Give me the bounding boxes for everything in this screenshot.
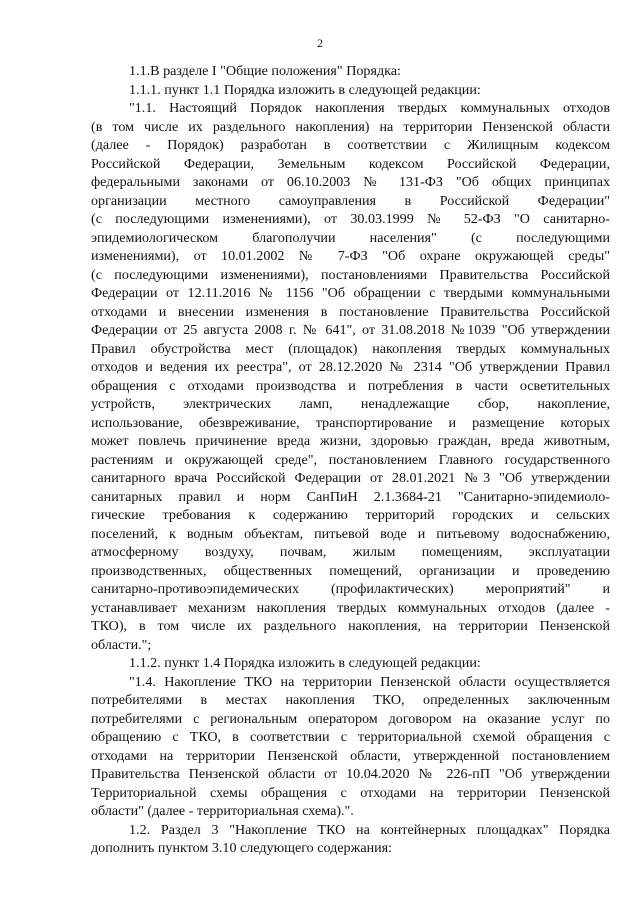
text-line: отходов и ведения их реестра", от 28.12.2020 № 2314 "Об утверждении Правил	[91, 359, 610, 375]
text-line: Территориальной схемы обращения с отходами на территории Пензенской	[91, 784, 610, 801]
text-line: производственных, общественных помещений, организации и проведению	[91, 562, 610, 579]
text-line: (с последующими изменениями), от 30.03.1999 № 52-ФЗ "О санитарно-	[91, 211, 610, 227]
text-line: дополнить пунктом 3.10 следующего содержания:	[91, 840, 393, 856]
text-line: использование, обезвреживание, транспортирование и размещение которых	[91, 414, 610, 431]
text-line: отходами на территории Пензенской области, утвержденной постановлением	[91, 747, 610, 764]
text-line: обращению с ТКО, в соответствии с территориальной схемой обращения с	[91, 729, 610, 745]
text-line: федеральными законами от 06.10.2003 № 131-ФЗ "Об общих принципах	[91, 174, 610, 190]
text-line: 1.1.В разделе I "Общие положения" Порядка:	[129, 63, 401, 79]
text-line: области" (далее - территориальная схема).".	[91, 803, 354, 819]
text-line: атмосферному воздуху, почвам, жилым помещениям, эксплуатации	[91, 544, 610, 560]
text-line: Правительства Пензенской области от 10.04.2020 № 226-пП "Об утверждении	[91, 766, 610, 782]
text-line: санитарных правил и норм СанПиН 2.1.3684-21 "Санитарно-эпидемиоло-	[91, 488, 610, 505]
text-line: эпидемиологическом благополучии населения" (с последующими	[91, 229, 610, 246]
page-number: 2	[317, 36, 323, 50]
text-line: гические требования к содержанию территорий городских и сельских	[91, 507, 610, 523]
text-line: потребителями в местах накопления ТКО, определенных заключенным	[91, 692, 610, 708]
text-line: 1.1.2. пункт 1.4 Порядка изложить в следующей редакции:	[129, 655, 481, 671]
text-line: отходами и внесении изменения в постановление Правительства Российской	[91, 303, 610, 320]
text-line: (далее - Порядок) разработан в соответствии с Жилищным кодексом	[91, 137, 610, 153]
text-line: организации местного самоуправления в Российской Федерации"	[91, 192, 610, 209]
text-line: "1.4. Накопление ТКО на территории Пензенской области осуществляется	[129, 673, 610, 690]
text-line: обращения с отходами производства и потребления в части осветительных	[91, 377, 610, 394]
text-line: санитарно-противоэпидемических (профилактических) мероприятий" и	[91, 581, 610, 597]
text-line: (с последующими изменениями), постановлениями Правительства Российской	[91, 266, 610, 283]
text-line: изменениями), от 10.01.2002 № 7-ФЗ "Об охране окружающей среды"	[91, 248, 610, 264]
text-line: устанавливает механизм накопления твердых коммунальных отходов (далее -	[91, 599, 610, 616]
text-line: растениям и окружающей среде", постановлением Главного государственного	[91, 451, 610, 468]
text-line: области.";	[91, 636, 152, 653]
text-line: 1.2. Раздел 3 "Накопление ТКО на контейнерных площадках" Порядка	[129, 821, 610, 838]
text-line: может повлечь причинение вреда жизни, здоровью граждан, вреда животным,	[91, 433, 610, 449]
text-line: Правил обустройства мест (площадок) накопления твердых коммунальных	[91, 340, 610, 357]
text-line: Федерации от 12.11.2016 № 1156 "Об обращении с твердыми коммунальными	[91, 285, 610, 301]
text-line: санитарного врача Российской Федерации от 28.01.2021 №3 "Об утверждении	[91, 470, 610, 486]
text-line: потребителями с региональным оператором договором на оказание услуг по	[91, 710, 610, 727]
text-line: ТКО), в том числе их раздельного накопления, на территории Пензенской	[91, 618, 610, 634]
text-line: устройств, электрических ламп, ненадлежащие сбор, накопление,	[91, 396, 610, 412]
text-line: Российской Федерации, Земельным кодексом Российской Федерации,	[91, 155, 610, 172]
text-line: 1.1.1. пункт 1.1 Порядка изложить в следующей редакции:	[129, 81, 481, 98]
text-line: поселений, к водным объектам, питьевой воде и питьевому водоснабжению,	[91, 525, 610, 542]
text-line: Федерации от 25 августа 2008 г. № 641", от 31.08.2018 №1039 "Об утверждении	[91, 322, 610, 338]
text-line: (в том числе их раздельного накопления) на территории Пензенской области	[91, 118, 610, 135]
text-line: "1.1. Настоящий Порядок накопления твердых коммунальных отходов	[129, 100, 610, 116]
